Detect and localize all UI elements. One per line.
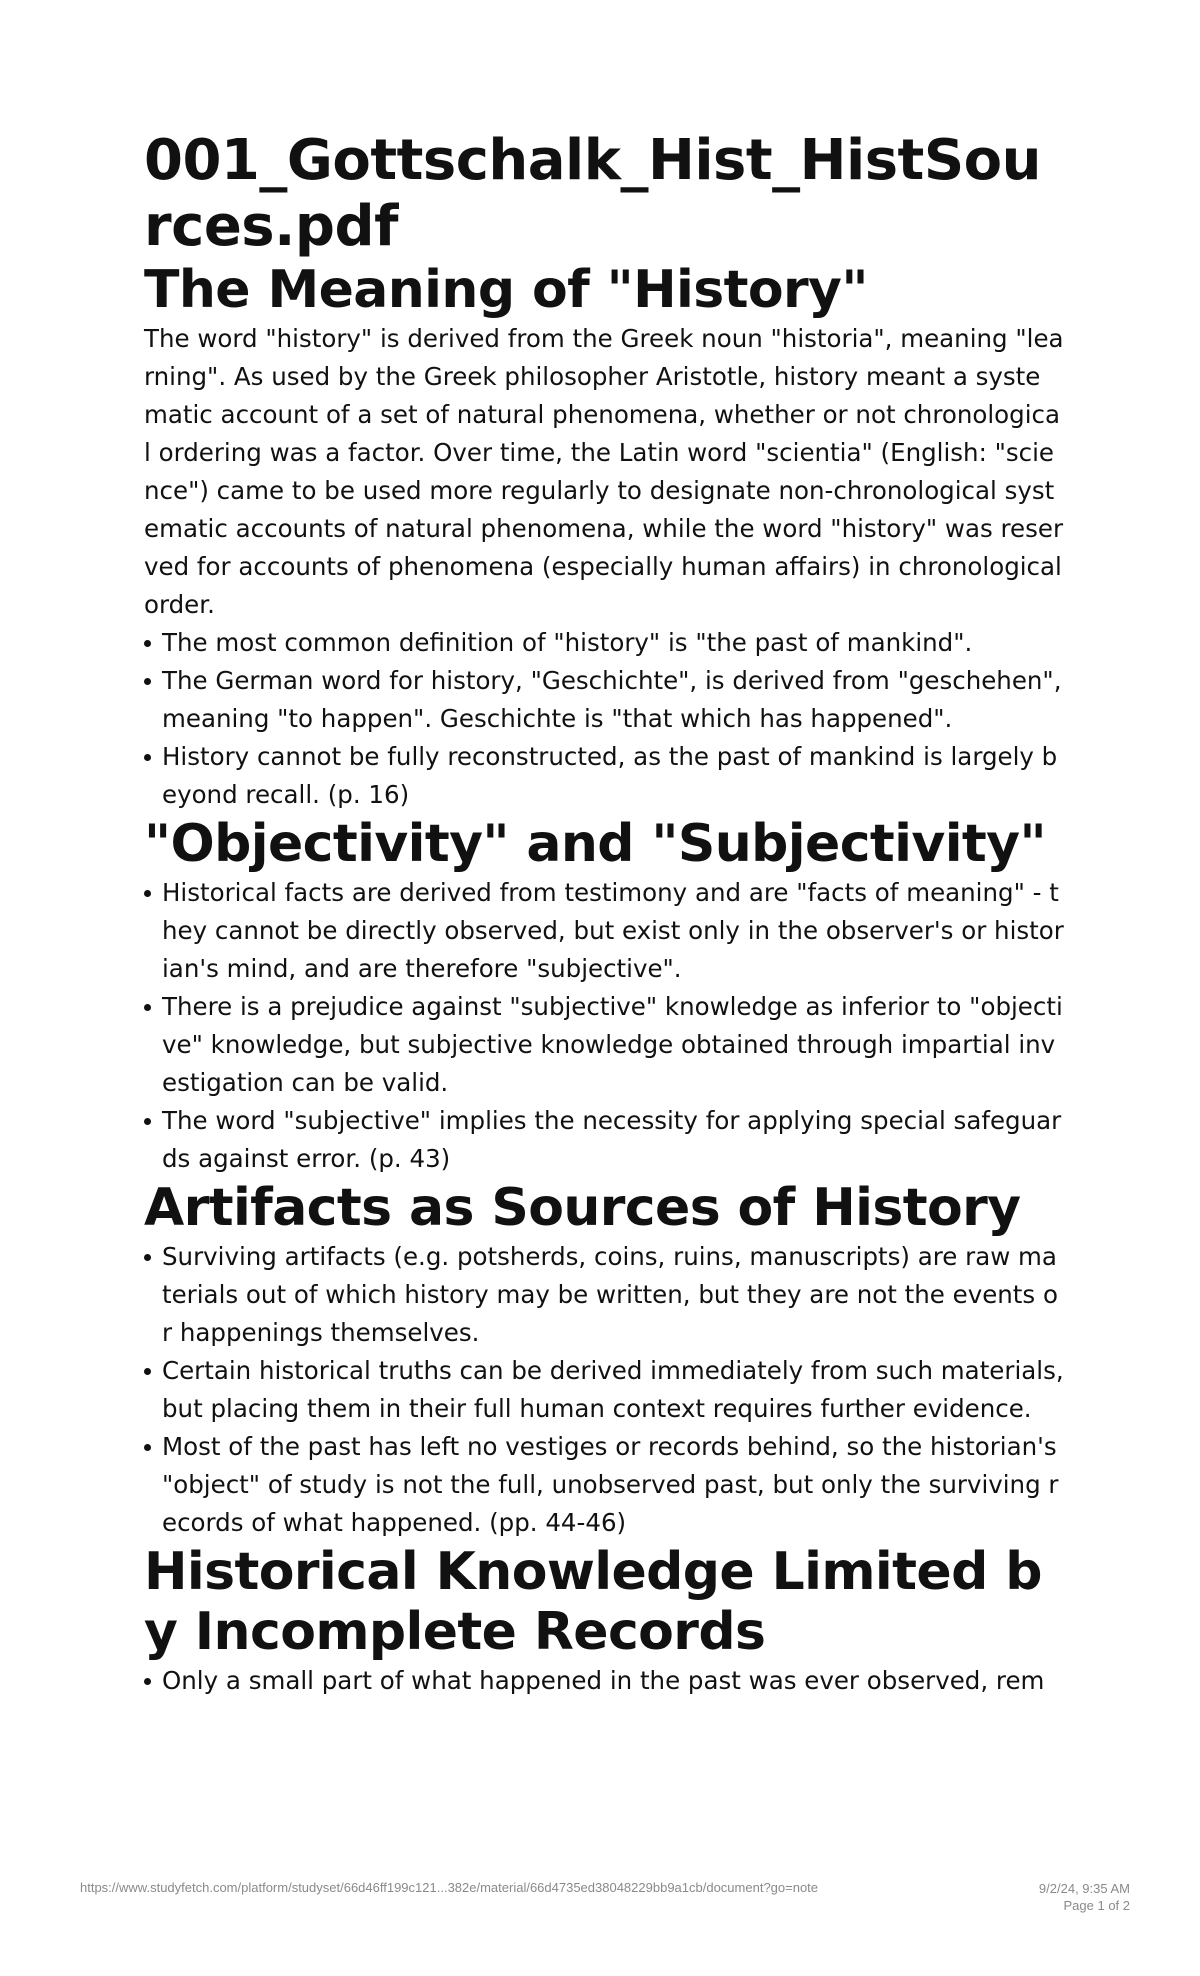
list-item-text: The German word for history, "Geschichte", is derived from "geschehen", meaning "to happen". Geschichte is "that which has happened". — [162, 666, 1062, 733]
bullet-list — [144, 624, 1064, 814]
list-item — [162, 738, 1064, 814]
bullet-icon — [144, 1368, 151, 1375]
list-item — [162, 1238, 1064, 1352]
document-page — [144, 128, 1064, 1700]
bullet-icon — [144, 1254, 151, 1261]
section-heading-incomplete-records: Historical Knowledge Limited by Incomplete Records — [144, 1542, 1042, 1662]
list-item-text: The word "subjective" implies the necessity for applying special safeguards against error. (p. 43) — [162, 1106, 1062, 1173]
footer-page-number: Page 1 of 2 — [1063, 1898, 1130, 1913]
footer-url: https://www.studyfetch.com/platform/studyset/66d46ff199c121...382e/material/66d4735ed38048229bb9a1cb/document?go=note — [80, 1880, 819, 1895]
bullet-list — [144, 1662, 1064, 1700]
list-item-text: Surviving artifacts (e.g. potsherds, coins, ruins, manuscripts) are raw materials out of which history may be written, but they are not the events or happenings themselves. — [162, 1242, 1058, 1347]
section-heading-artifacts: Artifacts as Sources of History — [144, 1178, 1021, 1238]
list-item — [162, 1428, 1064, 1542]
list-item — [162, 988, 1064, 1102]
list-item-text: Most of the past has left no vestiges or records behind, so the historian's "object" of study is not the full, unobserved past, but only the surviving records of what happened. (pp. 44-46) — [162, 1432, 1059, 1537]
list-item — [162, 1352, 1064, 1428]
list-item — [162, 1102, 1064, 1178]
list-item-text: The most common definition of "history" is "the past of mankind". — [162, 628, 973, 657]
bullet-icon — [144, 1004, 151, 1011]
list-item-text: Certain historical truths can be derived immediately from such materials, but placing them in their full human context requires further evidence. — [162, 1356, 1064, 1423]
footer-datetime: 9/2/24, 9:35 AM — [1038, 1881, 1130, 1896]
bullet-list — [144, 874, 1064, 1178]
bullet-icon — [144, 754, 151, 761]
bullet-list — [144, 1238, 1064, 1542]
bullet-icon — [144, 640, 151, 647]
bullet-icon — [144, 890, 151, 897]
section-heading-meaning-of-history: The Meaning of "History" — [144, 260, 868, 320]
document-title: 001_Gottschalk_Hist_HistSources.pdf — [144, 128, 1041, 259]
bullet-icon — [144, 678, 151, 685]
list-item — [162, 624, 1064, 662]
footer-meta — [1039, 1880, 1130, 1914]
list-item-text: Only a small part of what happened in the past was ever observed, rem — [162, 1666, 1045, 1695]
bullet-icon — [144, 1678, 151, 1685]
list-item-text: There is a prejudice against "subjective" knowledge as inferior to "objective" knowledge, but subjective knowledge obtained through impartial investigation can be valid. — [162, 992, 1063, 1097]
list-item-text: Historical facts are derived from testimony and are "facts of meaning" - they cannot be directly observed, but exist only in the observer's or historian's mind, and are therefore "subjective". — [162, 878, 1064, 983]
section-heading-objectivity-subjectivity: "Objectivity" and "Subjectivity" — [144, 814, 1046, 874]
bullet-icon — [144, 1444, 151, 1451]
list-item-text: History cannot be fully reconstructed, as the past of mankind is largely beyond recall. (p. 16) — [162, 742, 1058, 809]
list-item — [162, 662, 1064, 738]
list-item — [162, 874, 1064, 988]
list-item — [162, 1662, 1064, 1700]
section-paragraph: The word "history" is derived from the Greek noun "historia", meaning "learning". As used by the Greek philosopher Aristotle, history meant a systematic account of a set of natural phenomena, whether or not chronological ordering was a factor. Over time, the Latin word "scientia" (English: "science") came to be used more regularly to designate non-chronological systematic accounts of natural phenomena, while the word "history" was reserved for accounts of phenomena (especially human affairs) in chronological order. — [144, 324, 1064, 619]
bullet-icon — [144, 1118, 151, 1125]
